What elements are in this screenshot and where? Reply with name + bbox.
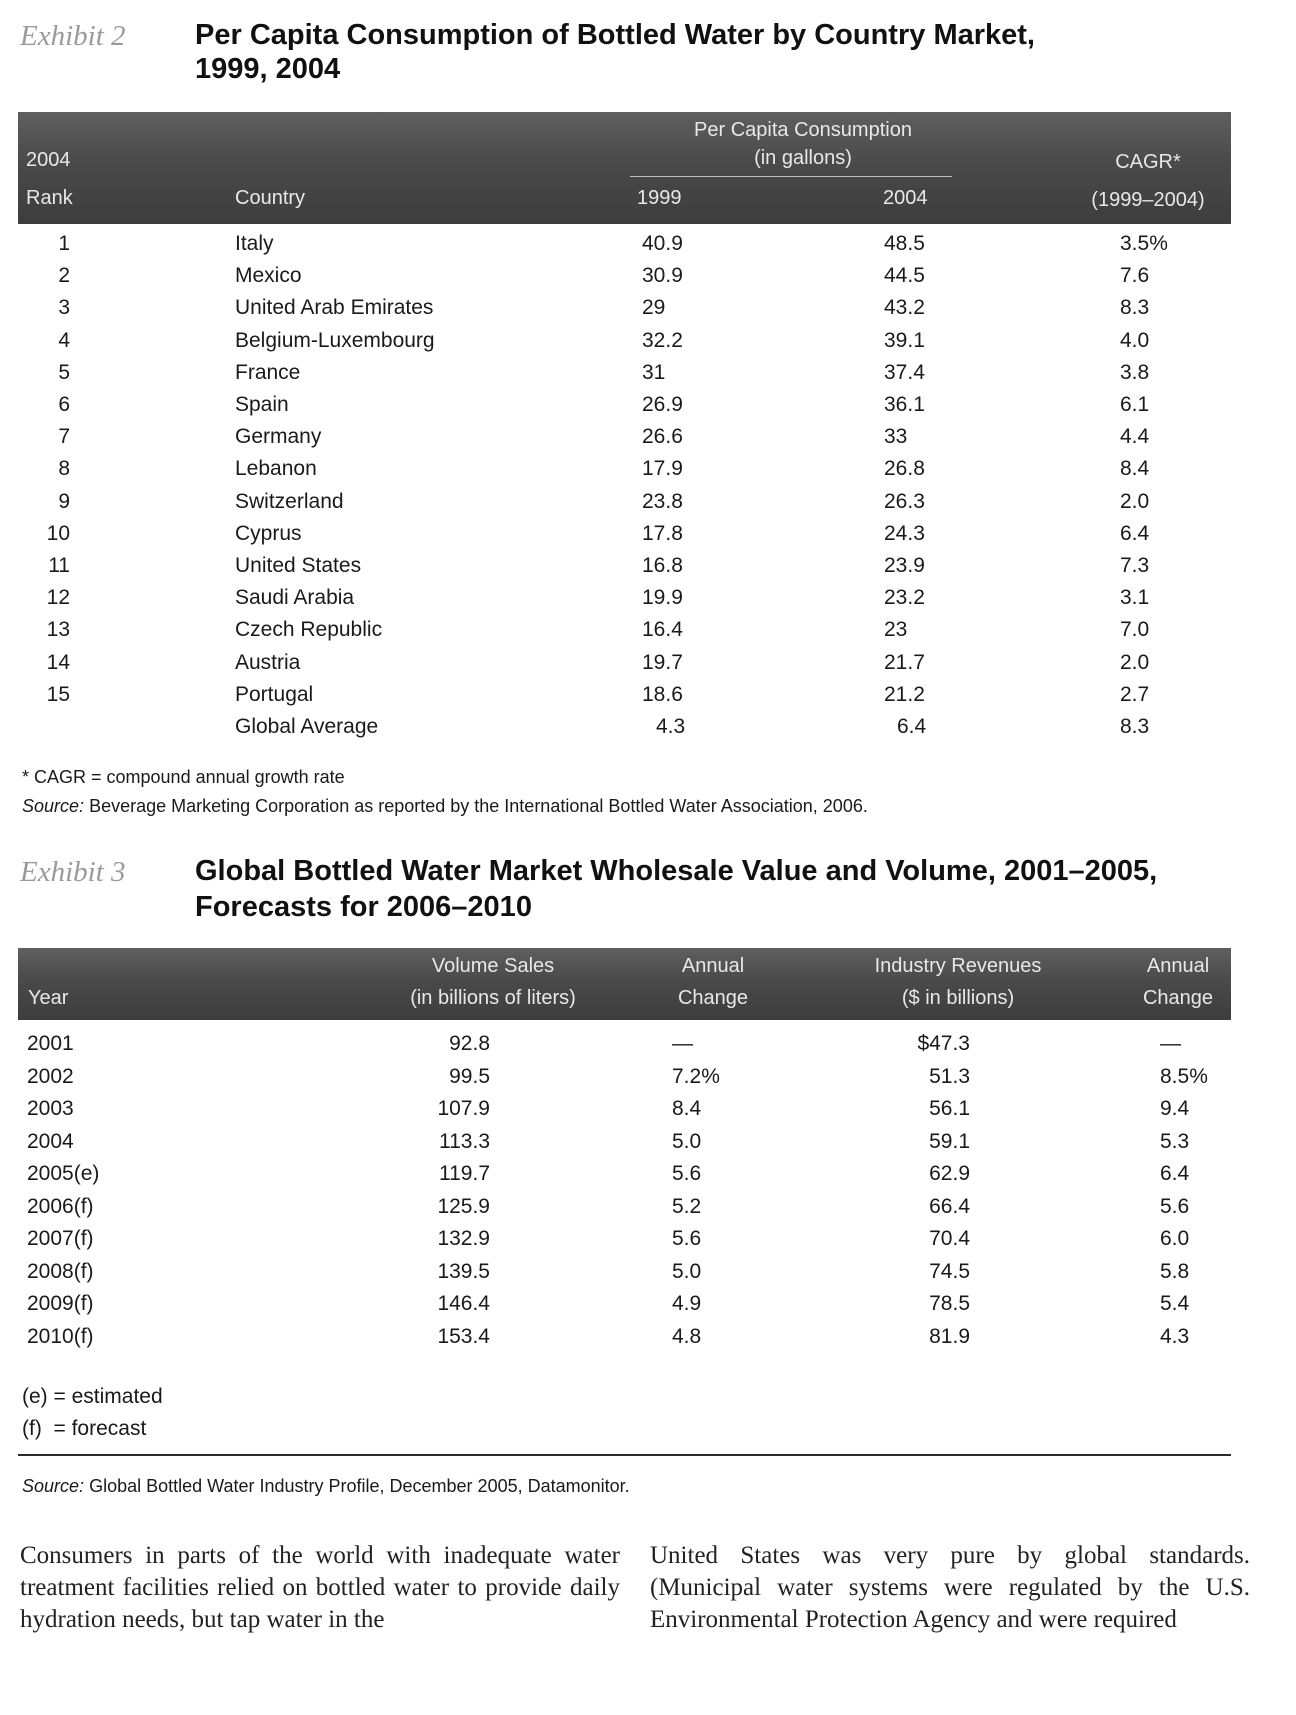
value-1999-cell: 40.9: [642, 232, 683, 255]
table-row: [0, 554, 1296, 586]
body-text-right-column: United States was very pure by global standards. (Municipal water systems were regulated by the U.S. Environmental Protection Agency and were required: [650, 1542, 1250, 1633]
country-cell: France: [235, 360, 301, 384]
table-row: [0, 1032, 1296, 1064]
country-cell: Italy: [235, 232, 274, 255]
volume-change-cell: 4.8: [672, 1324, 702, 1348]
table-row: [0, 329, 1296, 361]
table-row: [0, 393, 1296, 425]
table-row: [0, 586, 1296, 618]
revenue-cell: 56.1: [929, 1097, 970, 1120]
cagr-cell: 2.7: [1120, 682, 1150, 706]
volume-cell: 146.4: [437, 1292, 490, 1315]
exhibit-2-source-label: Source:: [22, 796, 85, 816]
revenue-change-cell: 5.4: [1160, 1292, 1190, 1315]
volume-change-cell: 5.0: [672, 1129, 702, 1153]
value-2004-cell: 37.4: [884, 360, 925, 384]
rank-cell: 5: [58, 360, 70, 384]
rank-cell: 15: [46, 682, 70, 706]
revenue-change-cell: 6.4: [1160, 1162, 1190, 1185]
rank-cell: 13: [46, 618, 70, 642]
value-1999-cell: 26.9: [642, 393, 683, 416]
value-2004-cell: 33: [884, 425, 908, 449]
revenue-cell: 78.5: [929, 1292, 970, 1315]
table-row: [0, 1065, 1296, 1097]
volume-change-cell: 5.6: [672, 1162, 702, 1185]
value-2004-cell: 36.1: [884, 393, 925, 416]
table-row: [0, 1130, 1296, 1162]
year-cell: 2009(f): [27, 1292, 94, 1315]
cagr-cell: 8.4: [1120, 457, 1150, 481]
cagr-cell: 6.1: [1120, 393, 1150, 416]
value-1999-cell: 16.4: [642, 618, 683, 642]
exhibit-3-title-line2: Forecasts for 2006–2010: [195, 891, 532, 923]
volume-change-cell: 5.6: [672, 1227, 702, 1250]
exhibit-2-footnote: * CAGR = compound annual growth rate: [22, 767, 345, 787]
volume-cell: 125.9: [437, 1194, 490, 1218]
cagr-cell: 3.1: [1120, 586, 1150, 610]
table-row: [0, 457, 1296, 489]
exhibit-2-source-text: Beverage Marketing Corporation as reported by the International Bottled Water Association, 2006.: [89, 796, 868, 816]
cagr-cell: 6.4: [1120, 521, 1150, 545]
exhibit-3-header-band: [18, 948, 1231, 1020]
exhibit-3-source-text: Global Bottled Water Industry Profile, December 2005, Datamonitor.: [89, 1476, 630, 1496]
country-cell: Germany: [235, 425, 322, 449]
table-row: [0, 683, 1296, 715]
cagr-cell: 7.6: [1120, 264, 1150, 288]
revenue-cell: 81.9: [929, 1324, 970, 1348]
volume-cell: 99.5: [449, 1064, 490, 1088]
revenue-change-cell: 5.8: [1160, 1259, 1190, 1283]
value-2004-cell: 23.9: [884, 554, 925, 577]
value-2004-cell: 48.5: [884, 232, 925, 255]
country-cell: Saudi Arabia: [235, 586, 355, 610]
exhibit-3-source-label: Source:: [22, 1476, 85, 1496]
volume-cell: 107.9: [437, 1097, 490, 1120]
country-cell: Cyprus: [235, 521, 302, 545]
table-row: [0, 1097, 1296, 1129]
country-cell: United States: [235, 554, 362, 577]
cagr-cell: 3.5%: [1120, 232, 1168, 255]
revenue-cell: 51.3: [929, 1064, 970, 1088]
exhibit-3-bottom-rule: [18, 1454, 1231, 1456]
volume-change-cell: —: [672, 1032, 693, 1055]
revenue-cell: 66.4: [929, 1194, 970, 1218]
revenue-cell: 70.4: [929, 1227, 970, 1250]
country-cell: Spain: [235, 393, 289, 416]
table-row: [0, 296, 1296, 328]
legend-forecast: (f) = forecast: [22, 1417, 147, 1440]
rank-cell: 4: [58, 328, 70, 352]
table-row: [0, 651, 1296, 683]
revenue-cell: 74.5: [929, 1259, 970, 1283]
rank-cell: 1: [58, 232, 70, 255]
rank-header-line2: Rank: [26, 187, 73, 209]
revenue-change-cell: 4.3: [1160, 1324, 1190, 1348]
table-row: [0, 715, 1296, 747]
volume-change-cell: 5.0: [672, 1259, 702, 1283]
table-row: [0, 522, 1296, 554]
value-2004-cell: 23.2: [884, 586, 925, 610]
cagr-cell: 7.3: [1120, 554, 1150, 577]
value-1999-cell: 23.8: [642, 489, 683, 513]
cagr-header-line1: CAGR*: [1115, 151, 1181, 173]
country-cell: Lebanon: [235, 457, 317, 481]
rank-header-line1: 2004: [26, 149, 71, 171]
year-cell: 2002: [27, 1064, 74, 1088]
volume-cell: 92.8: [449, 1032, 490, 1055]
volume-change-cell: 7.2%: [672, 1064, 720, 1088]
cagr-cell: 3.8: [1120, 360, 1150, 384]
year-cell: 2005(e): [27, 1162, 100, 1185]
value-1999-cell: 31: [642, 360, 666, 384]
volume-cell: 132.9: [437, 1227, 490, 1250]
volume-cell: 113.3: [439, 1129, 490, 1153]
rank-cell: 7: [58, 425, 70, 449]
rank-cell: 9: [58, 489, 70, 513]
value-2004-cell: 39.1: [884, 328, 925, 352]
exhibit-2-title: Per Capita Consumption of Bottled Water by Country Market, 1999, 2004: [195, 19, 1035, 85]
value-1999-cell: 17.8: [642, 521, 683, 545]
value-1999-cell: 29: [642, 296, 666, 320]
value-1999-cell: 19.7: [642, 650, 683, 674]
cagr-cell: 8.3: [1120, 296, 1150, 320]
value-1999-cell: 19.9: [642, 586, 683, 610]
cagr-cell: 2.0: [1120, 650, 1150, 674]
consumption-group-header-line2: (in gallons): [754, 147, 852, 169]
exhibit-2-header-band: [18, 112, 1231, 224]
rank-cell: 3: [58, 296, 70, 320]
value-1999-cell: 32.2: [642, 328, 683, 352]
revenue-change-cell: 8.5%: [1160, 1064, 1208, 1088]
cagr-cell: 2.0: [1120, 489, 1150, 513]
revenue-header-line2: ($ in billions): [901, 987, 1015, 1009]
volume-header-line2: (in billions of liters): [410, 987, 576, 1009]
table-row: [0, 425, 1296, 457]
value-2004-cell: 21.7: [884, 650, 925, 674]
exhibit-3-title-line1: Global Bottled Water Market Wholesale Value and Volume, 2001–2005,: [195, 855, 1158, 887]
rank-cell: 12: [46, 586, 70, 610]
year-cell: 2007(f): [27, 1227, 94, 1250]
table-row: [0, 232, 1296, 264]
value-2004-cell: 44.5: [884, 264, 925, 288]
country-cell: Belgium-Luxembourg: [235, 328, 435, 352]
value-1999-cell: 26.6: [642, 425, 683, 449]
table-row: [0, 1227, 1296, 1259]
year-cell: 2008(f): [27, 1259, 94, 1283]
year-2004-header: 2004: [883, 187, 928, 209]
revenue-cell: 62.9: [929, 1162, 970, 1185]
value-2004-cell: 23: [884, 618, 908, 642]
table-row: [0, 361, 1296, 393]
revenue-change-cell: 9.4: [1160, 1097, 1190, 1120]
year-cell: 2003: [27, 1097, 74, 1120]
value-1999-cell: 16.8: [642, 554, 683, 577]
country-cell: United Arab Emirates: [235, 296, 434, 320]
volume-change-header-line2: Change: [677, 987, 749, 1009]
value-1999-cell: 18.6: [642, 682, 683, 706]
volume-header-line1: Volume Sales: [431, 955, 555, 977]
revenue-cell: $47.3: [917, 1032, 970, 1055]
revenue-change-cell: 5.3: [1160, 1129, 1190, 1153]
exhibit-2-source: [22, 795, 868, 817]
table-row: [0, 1292, 1296, 1324]
rank-cell: 2: [58, 264, 70, 288]
rank-cell: 10: [46, 521, 70, 545]
value-1999-cell: 30.9: [642, 264, 683, 288]
table-row: [0, 1195, 1296, 1227]
year-cell: 2004: [27, 1129, 74, 1153]
value-2004-cell: 6.4: [897, 715, 927, 738]
rank-cell: 8: [58, 457, 70, 481]
cagr-header-line2: (1999–2004): [1091, 189, 1205, 211]
rank-cell: 11: [48, 554, 70, 577]
body-text-left-column: Consumers in parts of the world with inadequate water treatment facilities relied on bottled water to provide daily hydration needs, but tap water in the: [20, 1542, 620, 1633]
volume-cell: 119.7: [439, 1162, 490, 1185]
year-header: Year: [28, 987, 69, 1009]
country-cell: Austria: [235, 650, 301, 674]
table-row: [0, 1325, 1296, 1357]
table-row: [0, 490, 1296, 522]
year-1999-header: 1999: [637, 187, 682, 209]
cagr-cell: 4.4: [1120, 425, 1150, 449]
volume-change-cell: 4.9: [672, 1292, 702, 1315]
table-row: [0, 618, 1296, 650]
value-1999-cell: 17.9: [642, 457, 683, 481]
value-1999-cell: 4.3: [656, 715, 686, 738]
exhibit-2-label: Exhibit 2: [20, 20, 126, 52]
revenue-change-header-line1: Annual: [1146, 955, 1210, 977]
country-header: Country: [235, 187, 306, 209]
value-2004-cell: 43.2: [884, 296, 925, 320]
exhibit-3-label: Exhibit 3: [20, 856, 126, 888]
revenue-change-header-line2: Change: [1142, 987, 1214, 1009]
value-2004-cell: 26.3: [884, 489, 925, 513]
value-2004-cell: 26.8: [884, 457, 925, 481]
legend-estimated: (e) = estimated: [22, 1385, 163, 1408]
year-cell: 2010(f): [27, 1324, 94, 1348]
country-cell: Global Average: [235, 715, 379, 738]
table-row: [0, 1260, 1296, 1292]
volume-change-header-line1: Annual: [681, 955, 745, 977]
revenue-change-cell: 5.6: [1160, 1194, 1190, 1218]
revenue-cell: 59.1: [929, 1129, 970, 1153]
country-cell: Czech Republic: [235, 618, 383, 642]
revenue-header-line1: Industry Revenues: [874, 955, 1042, 977]
country-cell: Portugal: [235, 682, 314, 706]
rank-cell: 14: [46, 650, 70, 674]
cagr-cell: 8.3: [1120, 715, 1150, 738]
volume-cell: 139.5: [437, 1259, 490, 1283]
volume-cell: 153.4: [437, 1324, 490, 1348]
country-cell: Switzerland: [235, 489, 344, 513]
volume-change-cell: 8.4: [672, 1097, 702, 1120]
year-cell: 2006(f): [27, 1194, 94, 1218]
year-cell: 2001: [27, 1032, 74, 1055]
volume-change-cell: 5.2: [672, 1194, 702, 1218]
revenue-change-cell: —: [1160, 1032, 1181, 1055]
consumption-group-header-line1: Per Capita Consumption: [694, 119, 912, 141]
cagr-cell: 4.0: [1120, 328, 1150, 352]
revenue-change-cell: 6.0: [1160, 1227, 1190, 1250]
value-2004-cell: 21.2: [884, 682, 925, 706]
table-row: [0, 1162, 1296, 1194]
value-2004-cell: 24.3: [884, 521, 925, 545]
exhibit-3-source: [22, 1475, 630, 1497]
group-header-divider: [630, 176, 952, 177]
country-cell: Mexico: [235, 264, 302, 288]
table-row: [0, 264, 1296, 296]
cagr-cell: 7.0: [1120, 618, 1150, 642]
rank-cell: 6: [58, 393, 70, 416]
